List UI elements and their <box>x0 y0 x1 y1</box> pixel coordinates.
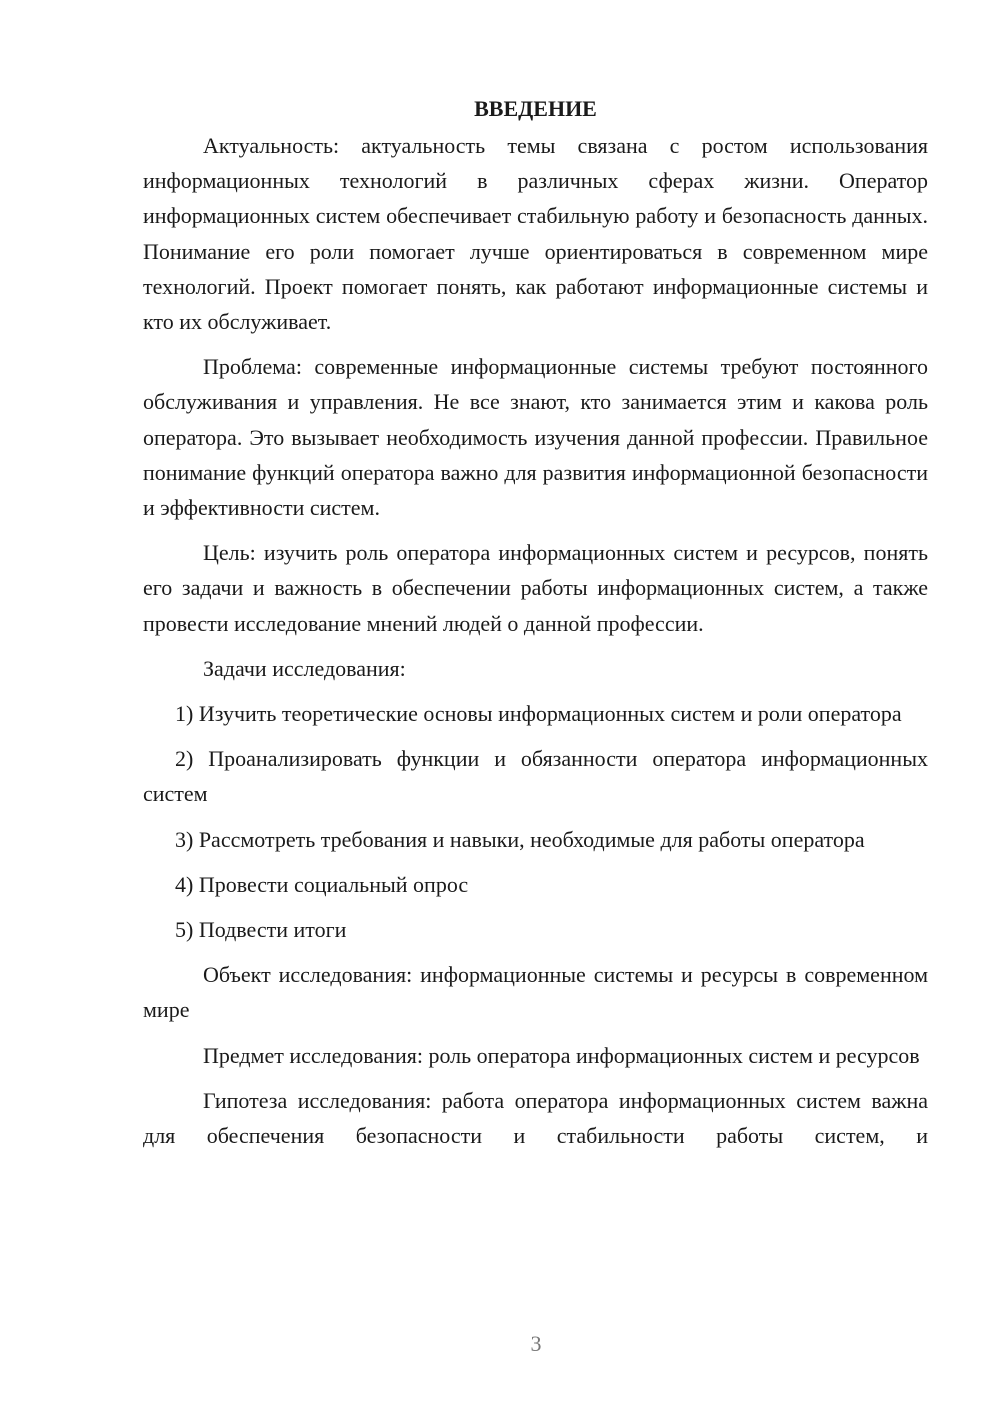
paragraph-goal: Цель: изучить роль оператора информационных систем и ресурсов, понять его задачи и важность в обеспечении работы информационных систем, а также провести исследование мнений людей о данной профессии. <box>143 540 928 636</box>
task-item-3: 3) Рассмотреть требования и навыки, необходимые для работы оператора <box>175 826 865 852</box>
paragraph-hypothesis: Гипотеза исследования: работа оператора информационных систем важна для обеспечения безопасности и стабильности работы систем, и <box>143 1087 928 1149</box>
document-page <box>143 92 928 1153</box>
section-title: ВВЕДЕНИЕ <box>474 96 597 121</box>
paragraph-subject: Предмет исследования: роль оператора информационных систем и ресурсов <box>203 1042 920 1068</box>
paragraph-object: Объект исследования: информационные системы и ресурсы в современном мире <box>143 962 928 1023</box>
paragraph-problem: Проблема: современные информационные системы требуют постоянного обслуживания и управления. Не все знают, кто занимается этим и какова роль оператора. Это вызывает необходимость изучения данной профессии. Правильное понимание функций оператора важно для развития информационной безопасности и эффективности систем. <box>143 354 928 521</box>
task-item-2: 2) Проанализировать функции и обязанности оператора информационных систем <box>143 746 928 807</box>
paragraph-tasks-heading: Задачи исследования: <box>203 655 406 681</box>
task-item-4: 4) Провести социальный опрос <box>175 871 469 897</box>
task-item-5: 5) Подвести итоги <box>175 917 347 943</box>
task-item-1: 1) Изучить теоретические основы информационных систем и роли оператора <box>175 701 902 727</box>
paragraph-relevance: Актуальность: актуальность темы связана с ростом использования информационных технологий в различных сферах жизни. Оператор информационных систем обеспечивает стабильную работу и безопасность данных. Понимание его роли помогает лучше ориентироваться в современном мире технологий. Проект помогает понять, как работают информационные системы и кто их обслуживает. <box>143 133 928 335</box>
page-number: 3 <box>530 1331 542 1356</box>
